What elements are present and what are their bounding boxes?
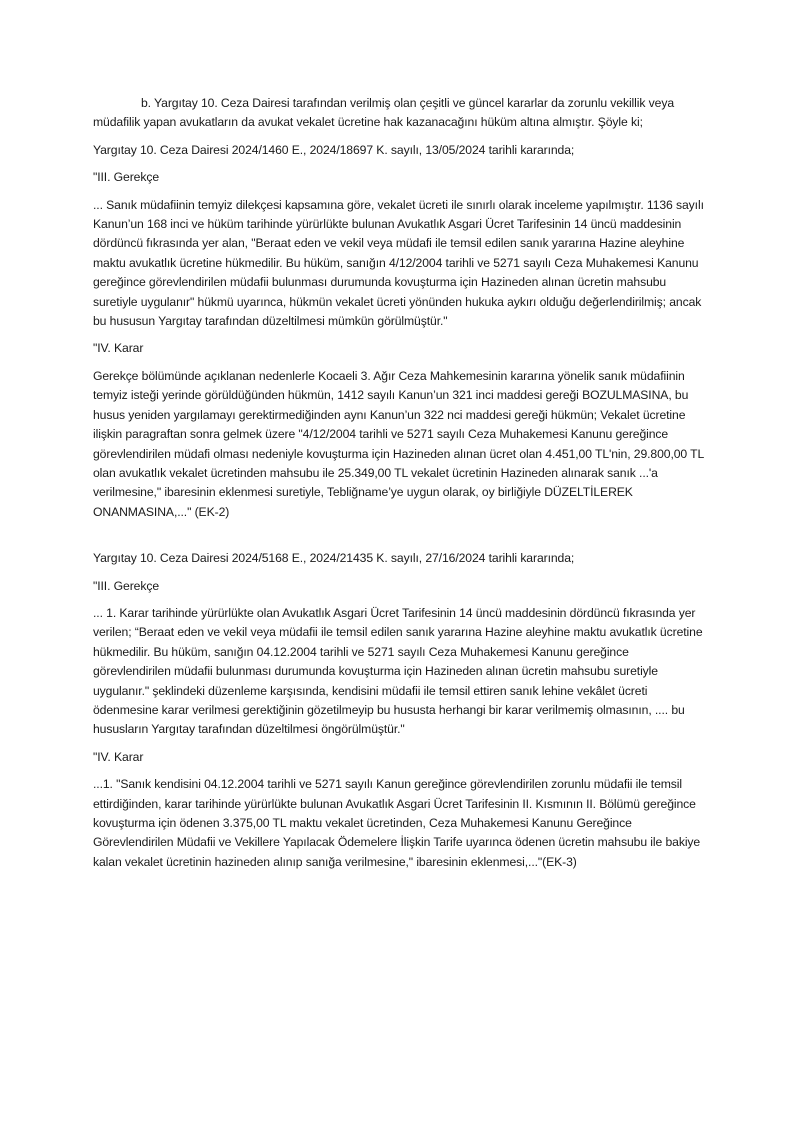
decision1-karar-text: Gerekçe bölümünde açıklanan nedenlerle Kocaeli 3. Ağır Ceza Mahkemesinin kararına yönelik sanık müdafiinin temyiz isteği yerinde görüldüğünden hükmün, 1412 sayılı Kanun’un 321 inci maddesi gereği BOZULMASINA, bu husus yeniden yargılamayı gerektirmediğinden aynı Kanun’un 322 nci maddesi gereği hükmün; Vekalet ücretine ilişkin paragraftan sonra gelmek üzere "4/12/2004 tarihli ve 5271 sayılı Ceza Muhakemesi Kanunu gereğince görevlendirilen müdafi olması nedeniyle kovuşturma için Hazineden alınan ücret olan 4.451,00 TL'nin, 29.800,00 TL olan avukatlık vekalet ücretinden mahsubu ile 25.349,00 TL vekalet ücretinin Hazineden alınarak sanık ...'a verilmesine," ibaresinin eklenmesi suretiyle, Tebliğname’ye uygun olarak, oy birliğiyle DÜZELTİLEREK ONANMASINA,..." (EK-2) [93,368,704,519]
decision2-gerekce-title: "III. Gerekçe [93,578,160,593]
decision2-header: Yargıtay 10. Ceza Dairesi 2024/5168 E., 2024/21435 K. sayılı, 27/16/2024 tarihli kararında; [93,551,575,566]
decision2-gerekce-text: ... 1. Karar tarihinde yürürlükte olan Avukatlık Asgari Ücret Tarifesinin 14 üncü maddesinin dördüncü fıkrasında yer verilen; “Beraat eden ve vekil veya müdafii ile temsil edilen sanık yararına Hazine aleyhine maktu avukatlık ücretine hükmedilir. Bu hüküm, sanığın 04.12.2004 tarihli ve 5271 sayılı Ceza Muhakemesi Kanunu gereğince görevlendirilen müdafii bulunması durumunda kovuşturma için Hazineden alınan ücretin mahsubu suretiyle uygulanır." şeklindeki düzenleme karşısında, kendisini müdafii ile temsil ettiren sanık lehine vekâlet ücreti ödenmesine karar verilmesi gerektiğinin gözetilmeyip bu hususta herhangi bir karar verilmemiş olmasının, .... bu hususların Yargıtay tarafından düzeltilmesi öngörülmüştür." [93,605,703,737]
decision1-header: Yargıtay 10. Ceza Dairesi 2024/1460 E., 2024/18697 K. sayılı, 13/05/2024 tarihli kararında; [93,142,575,157]
decision2-karar-text: ...1. "Sanık kendisini 04.12.2004 tarihli ve 5271 sayılı Kanun gereğince görevlendirilen zorunlu müdafii ile temsil ettirdiğinden, karar tarihinde yürürlükte bulunan Avukatlık Asgari Ücret Tarifesinin II. Kısmının II. Bölümü gereğince kovuşturma için ödenen 3.375,00 TL maktu vekalet ücretinden, Ceza Muhakemesi Kanunu Gereğince Görevlendirilen Müdafii ve Vekillere Yapılacak Ödemelere İlişkin Tarife uyarınca ödenen ücretin mahsubu ile bakiye kalan vekalet ücretinin hazineden alınıp sanığa verilmesine," ibaresinin eklenmesi,..."(EK-3) [93,777,701,869]
decision2-karar-title: "IV. Karar [93,749,144,764]
document-body [93,94,705,880]
decision1-gerekce-title: "III. Gerekçe [93,170,160,185]
paragraph-b: b. Yargıtay 10. Ceza Dairesi tarafından verilmiş olan çeşitli ve güncel kararlar da zorunlu vekillik veya müdafilik yapan avukatların da avukat vekalet ücretine hak kazanacağını hüküm altına almıştır. Şöyle ki; [93,96,674,130]
decision1-karar-title: "IV. Karar [93,341,144,356]
decision1-gerekce-text: ... Sanık müdafiinin temyiz dilekçesi kapsamına göre, vekalet ücreti ile sınırlı olarak inceleme yapılmıştır. 1136 sayılı Kanun’un 168 inci ve hüküm tarihinde yürürlükte bulunan Avukatlık Asgari Ücret Tarifesinin 14 üncü maddesinin dördüncü fıkrasında yer alan, "Beraat eden ve vekil veya müdafi ile temsil edilen sanık yararına Hazine aleyhine maktu avukatlık ücretine hükmedilir. Bu hüküm, sanığın 4/12/2004 tarihli ve 5271 sayılı Ceza Muhakemesi Kanunu gereğince görevlendirilen müdafii bulunması durumunda kovuşturma için Hazineden alınan ücretin mahsubu suretiyle uygulanır" hükmü uyarınca, hükmün vekalet ücreti yönünden hukuka aykırı olduğu değerlendirilmiş; ancak bu hususun Yargıtay tarafından düzeltilmesi mümkün görülmüştür." [93,197,704,329]
